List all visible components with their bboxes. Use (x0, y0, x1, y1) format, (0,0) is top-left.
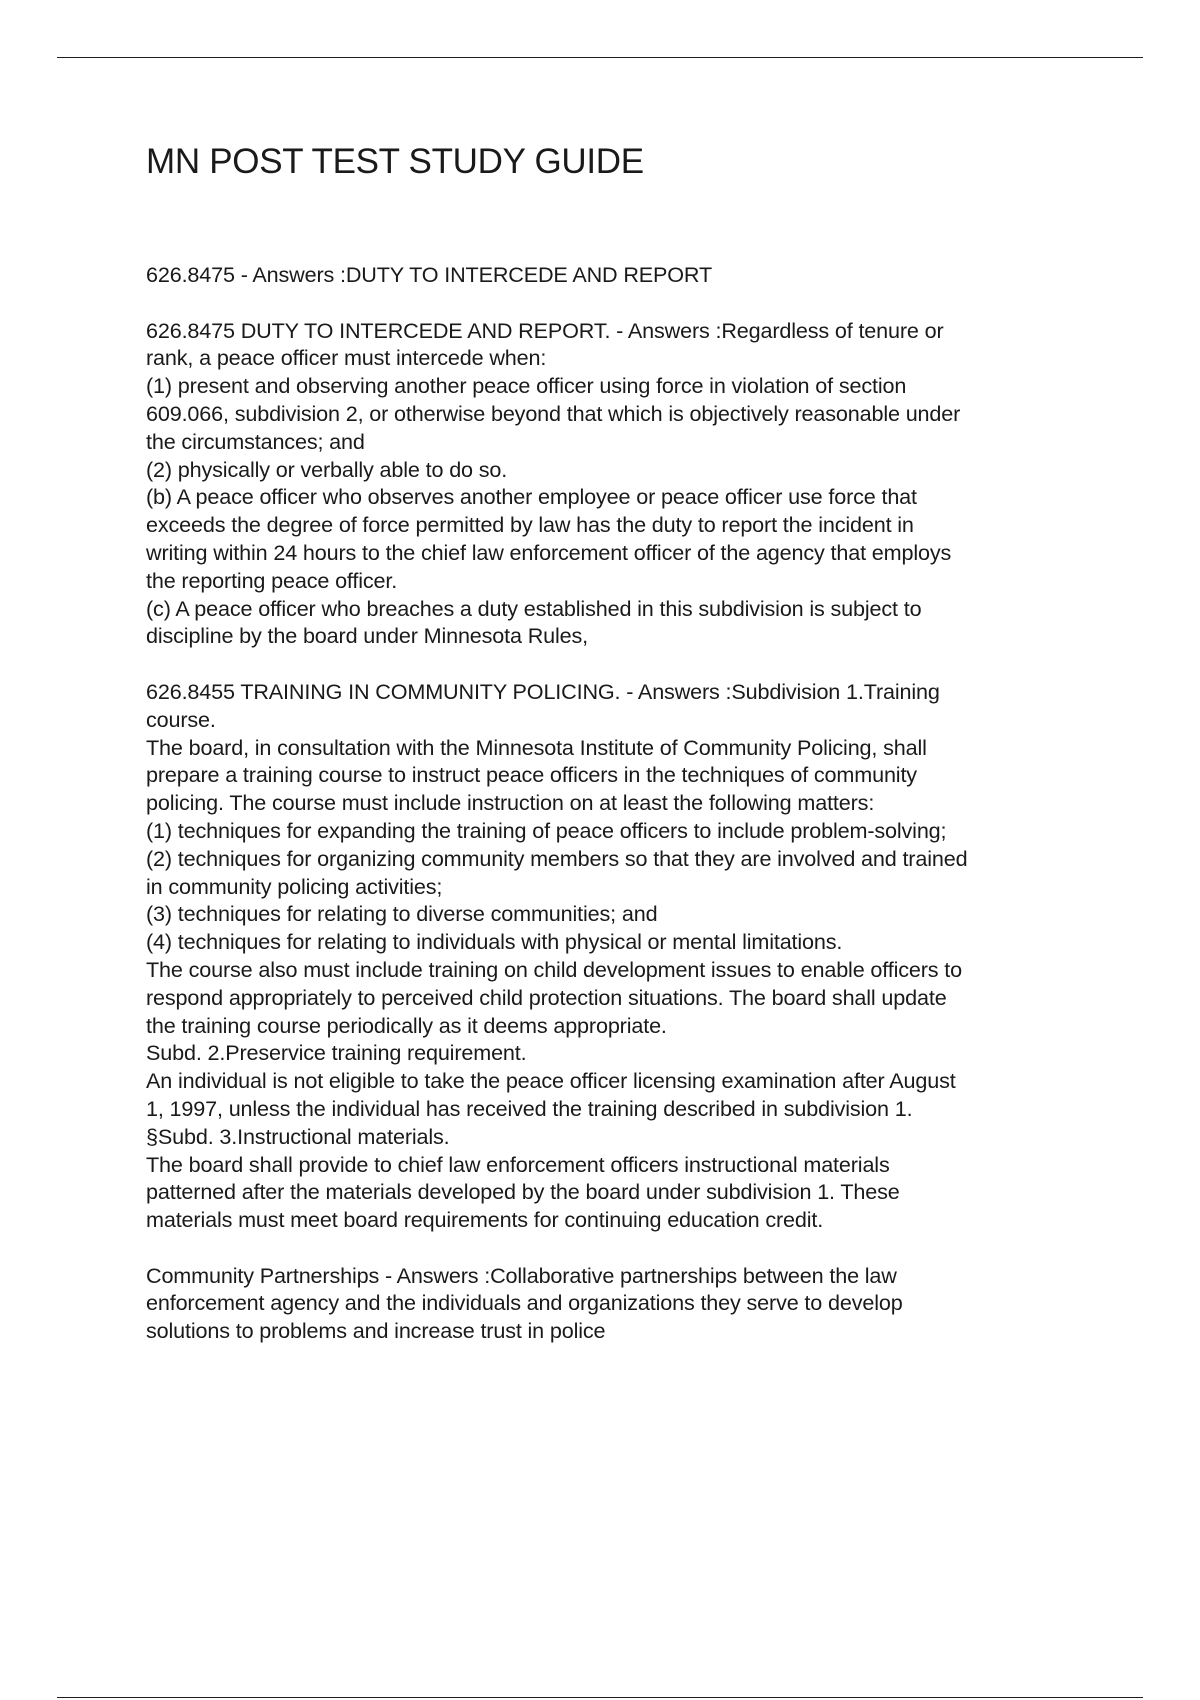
text-line: policing. The course must include instruction on at least the following matters: (146, 790, 875, 816)
text-line: writing within 24 hours to the chief law enforcement officer of the agency that employs (146, 539, 952, 565)
text-line: The board shall provide to chief law enforcement officers instructional materials (146, 1151, 890, 1177)
document-body (146, 261, 1086, 1373)
text-line: solutions to problems and increase trust in police (146, 1318, 606, 1344)
text-line: The course also must include training on child development issues to enable officers to (146, 956, 962, 982)
text-line: enforcement agency and the individuals and organizations they serve to develop (146, 1290, 903, 1316)
text-line: respond appropriately to perceived child protection situations. The board shall update (146, 984, 947, 1010)
text-line: course. (146, 706, 216, 732)
text-line: (2) techniques for organizing community members so that they are involved and trained (146, 845, 968, 871)
text-line: 609.066, subdivision 2, or otherwise beyond that which is objectively reasonable under (146, 400, 961, 426)
text-line: discipline by the board under Minnesota Rules, (146, 623, 589, 649)
text-line: rank, a peace officer must intercede when: (146, 345, 547, 371)
text-line: the training course periodically as it deems appropriate. (146, 1012, 667, 1038)
text-line: (4) techniques for relating to individuals with physical or mental limitations. (146, 929, 843, 955)
text-line: prepare a training course to instruct peace officers in the techniques of community (146, 762, 917, 788)
qa-entry (146, 678, 1086, 1234)
text-line: §Subd. 3.Instructional materials. (146, 1123, 450, 1149)
top-divider (57, 57, 1143, 58)
text-line: (1) techniques for expanding the training of peace officers to include problem-solving; (146, 817, 947, 843)
qa-entry (146, 1262, 1086, 1345)
text-line: materials must meet board requirements for continuing education credit. (146, 1207, 824, 1233)
text-line: (1) present and observing another peace officer using force in violation of section (146, 373, 907, 399)
text-line: the circumstances; and (146, 428, 365, 454)
text-line: exceeds the degree of force permitted by law has the duty to report the incident in (146, 512, 914, 538)
text-line: (2) physically or verbally able to do so. (146, 456, 508, 482)
text-line: An individual is not eligible to take the peace officer licensing examination after August (146, 1068, 956, 1094)
text-line: Community Partnerships - Answers :Collaborative partnerships between the law (146, 1262, 897, 1288)
text-line: Subd. 2.Preservice training requirement. (146, 1040, 527, 1066)
text-line: 626.8475 DUTY TO INTERCEDE AND REPORT. - Answers :Regardless of tenure or (146, 317, 944, 343)
text-line: 1, 1997, unless the individual has received the training described in subdivision 1. (146, 1095, 913, 1121)
text-line: The board, in consultation with the Minnesota Institute of Community Policing, shall (146, 734, 927, 760)
text-line: in community policing activities; (146, 873, 443, 899)
bottom-divider (57, 1697, 1143, 1698)
qa-entry (146, 317, 1086, 651)
page-title: MN POST TEST STUDY GUIDE (146, 142, 644, 181)
qa-entry (146, 261, 1086, 289)
text-line: patterned after the materials developed by the board under subdivision 1. These (146, 1179, 900, 1205)
text-line: (3) techniques for relating to diverse communities; and (146, 901, 658, 927)
text-line: (c) A peace officer who breaches a duty established in this subdivision is subject to (146, 595, 922, 621)
text-line: (b) A peace officer who observes another employee or peace officer use force that (146, 484, 917, 510)
text-line: 626.8455 TRAINING IN COMMUNITY POLICING. - Answers :Subdivision 1.Training (146, 678, 940, 704)
text-line: 626.8475 - Answers :DUTY TO INTERCEDE AND REPORT (146, 262, 713, 287)
text-line: the reporting peace officer. (146, 567, 398, 593)
